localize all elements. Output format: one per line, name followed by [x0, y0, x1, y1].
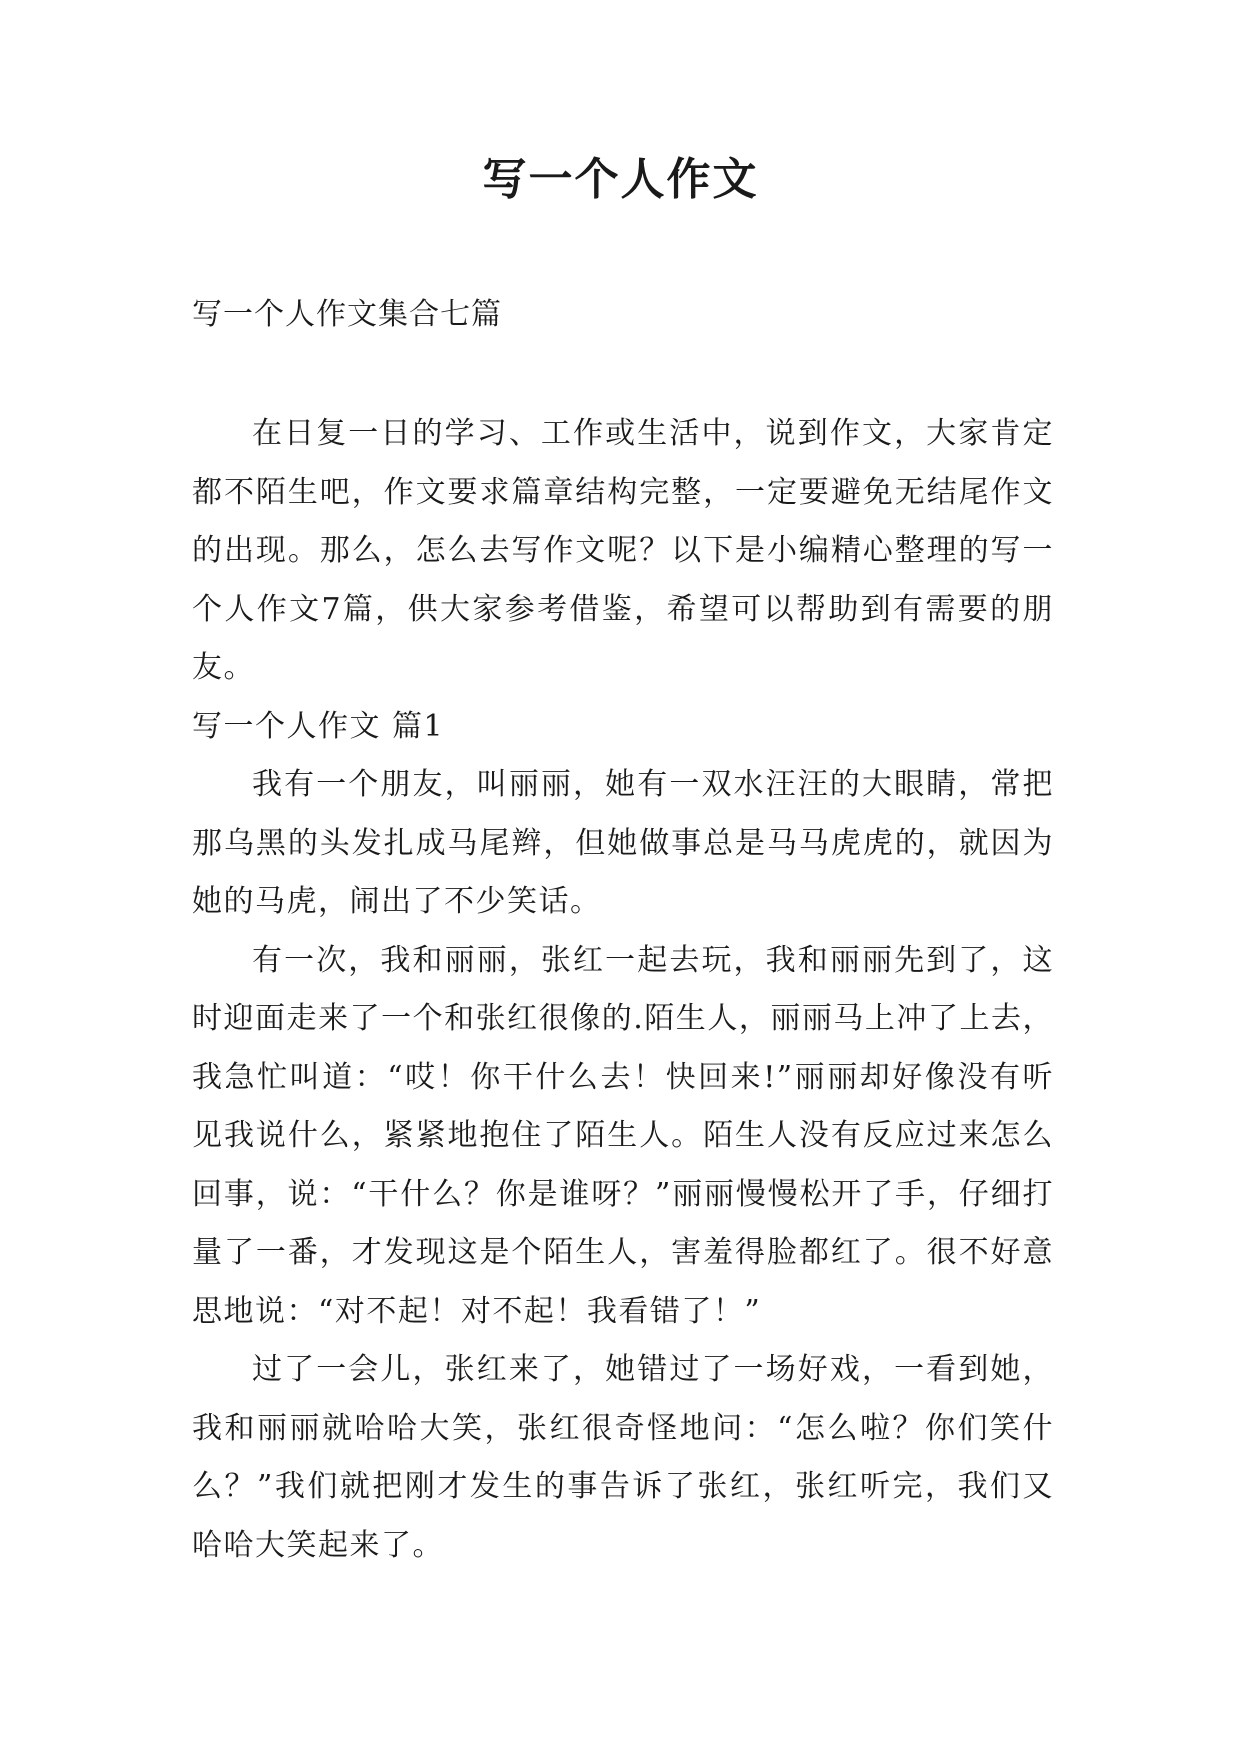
document-title: 写一个人作文	[482, 154, 759, 205]
document-subtitle: 写一个人作文集合七篇	[192, 297, 502, 332]
intro-paragraph: 在日复一日的学习、工作或生活中，说到作文，大家肯定都不陌生吧，作文要求篇章结构完整，一定要避免无结尾作文的出现。那么，怎么去写作文呢？以下是小编精心整理的写一个人作文7篇，供大家参考借鉴，希望可以帮助到有需要的朋友。	[192, 416, 1054, 685]
body-paragraph: 我有一个朋友，叫丽丽，她有一双水汪汪的大眼睛，常把那乌黑的头发扎成马尾辫，但她做事总是马马虎虎的，就因为她的马虎，闹出了不少笑话。	[192, 767, 1054, 919]
body-paragraph: 过了一会儿，张红来了，她错过了一场好戏，一看到她，我和丽丽就哈哈大笑，张红很奇怪地问：“怎么啦？你们笑什么？”我们就把刚才发生的事告诉了张红，张红听完，我们又哈哈大笑起来了。	[192, 1352, 1054, 1563]
body-paragraph: 有一次，我和丽丽，张红一起去玩，我和丽丽先到了，这时迎面走来了一个和张红很像的.陌生人，丽丽马上冲了上去，我急忙叫道：“哎！你干什么去！快回来!”丽丽却好像没有听见我说什么，紧紧地抱住了陌生人。陌生人没有反应过来怎么回事，说：“干什么？你是谁呀？”丽丽慢慢松开了手，仔细打量了一番，才发现这是个陌生人，害羞得脸都红了。很不好意思地说：“对不起！对不起！我看错了！”	[192, 942, 1054, 1329]
section-heading: 写一个人作文 篇1	[192, 708, 445, 744]
document-body	[192, 405, 1054, 1575]
